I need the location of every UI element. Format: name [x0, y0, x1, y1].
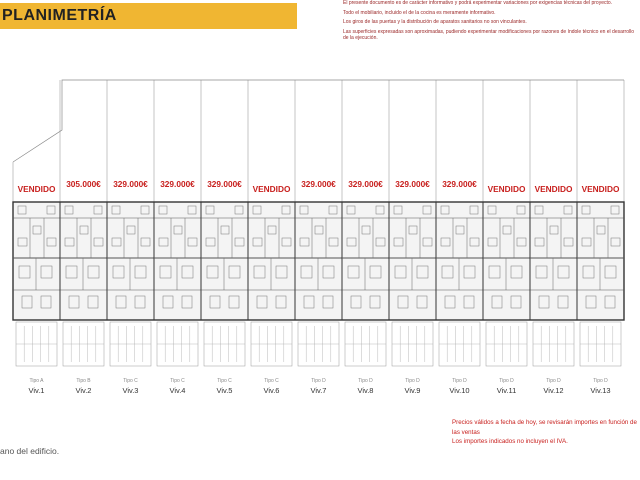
- unit-price: VENDIDO: [487, 184, 526, 194]
- unit-type: Tipo D: [546, 378, 561, 384]
- unit-name: Viv.5: [216, 386, 233, 395]
- unit-price: 329.000€: [113, 179, 148, 189]
- unit-type: Tipo D: [311, 378, 326, 384]
- unit-price: 329.000€: [207, 179, 242, 189]
- footnote-line: Los importes indicados no incluyen el IVA.: [452, 438, 568, 445]
- note: Todo el mobiliario, incluido el de la cocina es meramente informativo.: [343, 9, 496, 16]
- note: El presente documento es de carácter informativo y podrá experimentar variaciones por exigencias técnicas del proyecto.: [343, 0, 613, 6]
- unit-price: VENDIDO: [17, 184, 56, 194]
- unit-type: Tipo D: [405, 378, 420, 384]
- unit-name: Viv.10: [449, 386, 470, 395]
- building-outline: [13, 202, 624, 320]
- unit-name: Viv.11: [496, 386, 517, 395]
- price-footnote: [452, 418, 637, 447]
- plot-outline: [13, 80, 624, 162]
- unit-name: Viv.8: [357, 386, 374, 395]
- unit-price: 329.000€: [160, 179, 195, 189]
- unit-name: Viv.3: [122, 386, 139, 395]
- unit-name: Viv.2: [75, 386, 92, 395]
- unit-type: Tipo D: [452, 378, 467, 384]
- note: Las superficies expresadas son aproximadas, pudiendo experimentar modificaciones por razones de índole técnico en el desarrollo de la ejecución.: [343, 28, 635, 41]
- unit-name: Viv.6: [263, 386, 280, 395]
- unit-type: Tipo D: [593, 378, 608, 384]
- unit-type: Tipo C: [217, 378, 232, 384]
- note: Los giros de las puertas y la distribución de aparatos sanitarios no son vinculantes.: [343, 19, 527, 25]
- unit-name: Viv.9: [404, 386, 421, 395]
- page-title: PLANIMETRÍA: [2, 7, 117, 24]
- unit-type: Tipo C: [123, 378, 138, 384]
- unit-price: 329.000€: [301, 179, 336, 189]
- unit-type: Tipo D: [499, 378, 514, 384]
- unit-type: Tipo D: [358, 378, 373, 384]
- unit-type: Tipo C: [170, 378, 185, 384]
- unit-name: Viv.4: [169, 386, 186, 395]
- unit-name: Viv.1: [28, 386, 45, 395]
- unit-price: VENDIDO: [581, 184, 620, 194]
- unit-name: Viv.12: [543, 386, 564, 395]
- unit-price: VENDIDO: [252, 184, 291, 194]
- unit-name: Viv.13: [590, 386, 611, 395]
- footnote-line: Precios válidos a fecha de hoy, se revisarán importes en función de las ventas: [452, 419, 637, 436]
- unit-type: Tipo B: [76, 378, 91, 384]
- unit-price: 305.000€: [66, 179, 101, 189]
- unit-type: Tipo A: [29, 378, 44, 384]
- unit-price: VENDIDO: [534, 184, 573, 194]
- unit-price: 329.000€: [348, 179, 383, 189]
- unit-price: 329.000€: [442, 179, 477, 189]
- unit-price: 329.000€: [395, 179, 430, 189]
- unit-name: Viv.7: [310, 386, 327, 395]
- plan-caption: ano del edificio.: [0, 446, 60, 456]
- unit-type: Tipo C: [264, 378, 279, 384]
